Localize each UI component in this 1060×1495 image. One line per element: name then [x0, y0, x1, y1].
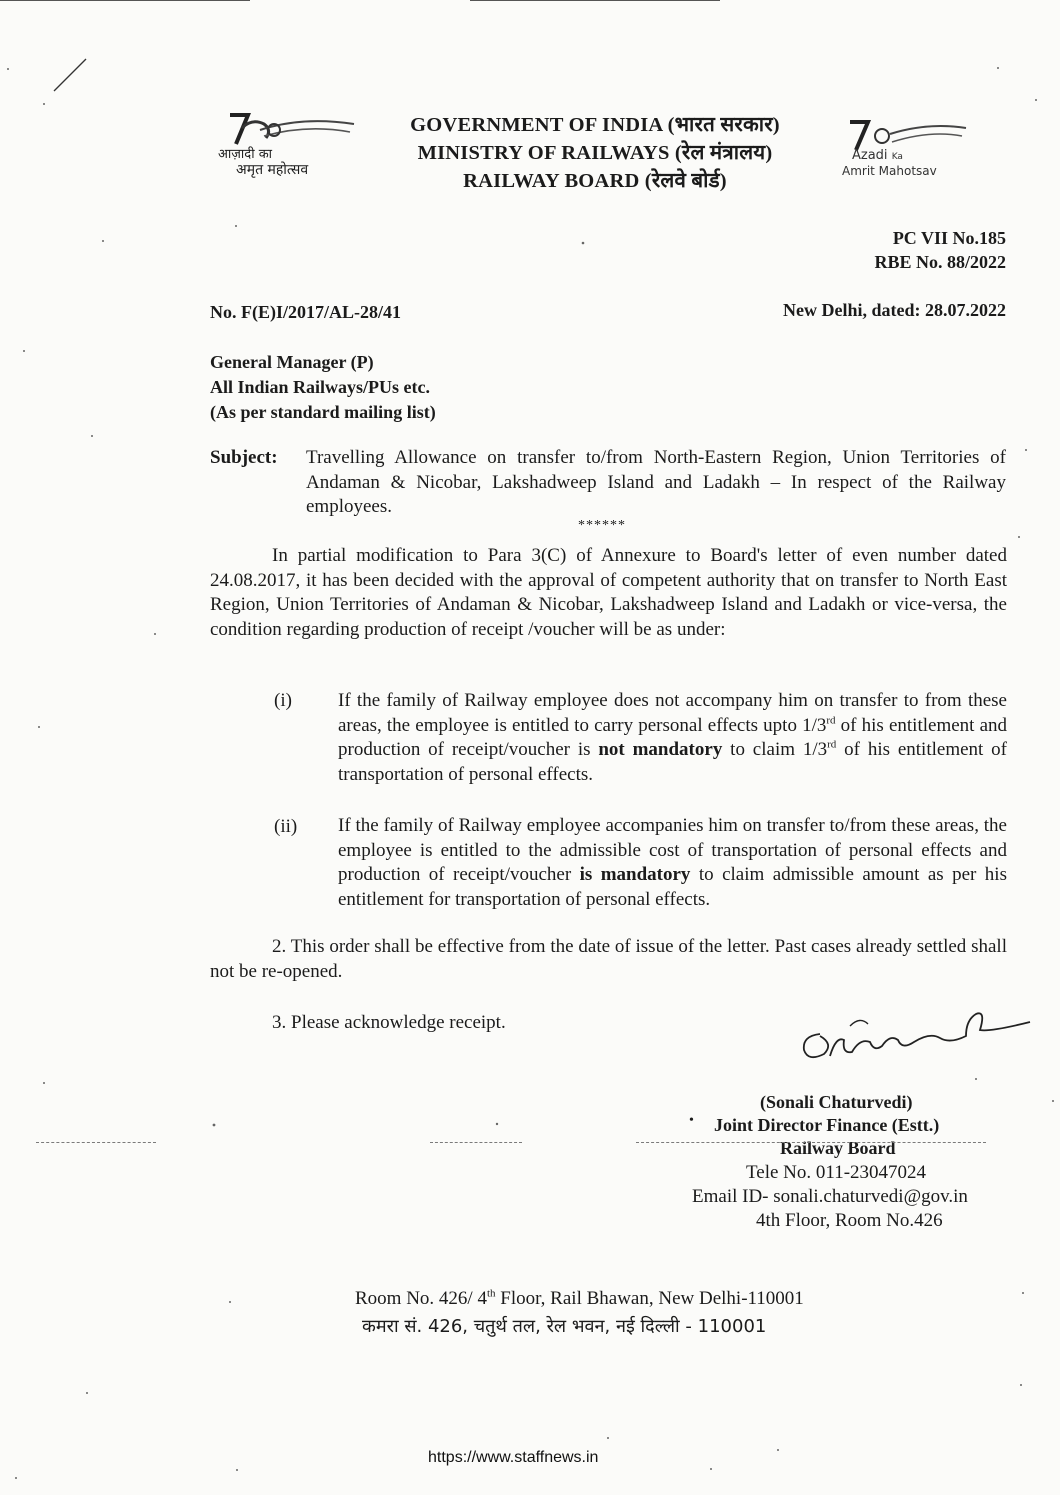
footer-address: Room No. 426/ 4th Floor, Rail Bhawan, New Delhi-110001 [355, 1287, 804, 1309]
header-line-2: MINISTRY OF RAILWAYS (रेल मंत्रालय) [417, 142, 773, 164]
item-1-text: If the family of Railway employee does not accompany him on transfer to from these areas, the employee is entitled to carry personal effects upto 1/3rd of his entitlement and production of receipt/voucher is not mandatory to claim 1/3rd of his entitlement of transportation of personal effects. [338, 690, 1008, 785]
signatory-room: 4th Floor, Room No.426 [756, 1210, 943, 1231]
header-line-3: RAILWAY BOARD (रेलवे बोर्ड) [463, 170, 727, 192]
file-number: No. F(E)I/2017/AL-28/41 [210, 302, 401, 322]
subject-text: Travelling Allowance on transfer to/from North-Eastern Region, Union Territories of Andaman & Nicobar, Lakshadweep Island and Ladakh – In respect of the Railway employees. [306, 447, 1006, 517]
signatory-office: Railway Board [780, 1138, 896, 1158]
signatory-telephone: Tele No. 011-23047024 [746, 1162, 927, 1183]
website-link[interactable]: https://www.staffnews.in [428, 1449, 599, 1466]
addressee-line-1: General Manager (P) [210, 352, 374, 372]
bullet-mark: • [689, 1113, 694, 1128]
item-2-text: If the family of Railway employee accompanies him on transfer to/from these areas, the employee is entitled to the admissible cost of transportation of personal effects and production of receipt/voucher is mandatory to claim admissible amount as per his entitlement for transportation of personal effects. [338, 815, 1007, 910]
letter-date: New Delhi, dated: 28.07.2022 [783, 300, 1006, 320]
subject-label: Subject: [210, 447, 278, 468]
body-paragraph-1: In partial modification to Para 3(C) of Annexure to Board's letter of even number dated 24.08.2017, it has been decided with the approval of competent authority that on transfer to North East Region, Union Territories of Andaman & Nicobar, Lakshadweep Island and Ladakh or vice-versa, the condition regarding production of receipt /voucher will be as under: [210, 545, 1007, 640]
separator-stars: ****** [578, 518, 626, 533]
logo-left-caption-2: अमृत महोत्सव [236, 162, 309, 178]
item-2-number: (ii) [274, 816, 298, 837]
item-1-number: (i) [274, 690, 292, 711]
pc-number: PC VII No.185 [892, 228, 1006, 248]
signatory-name: (Sonali Chaturvedi) [760, 1092, 913, 1112]
logo-right-caption-1: Azadi Ka [852, 148, 903, 163]
logo-right-caption-2: Amrit Mahotsav [842, 164, 937, 178]
addressee-line-2: All Indian Railways/PUs etc. [210, 377, 431, 397]
rbe-number: RBE No. 88/2022 [874, 252, 1006, 272]
footer-address-hindi: कमरा सं. 426, चतुर्थ तल, रेल भवन, नई दिल्ली - 110001 [362, 1316, 767, 1337]
signatory-designation: Joint Director Finance (Estt.) [714, 1115, 940, 1135]
addressee-line-3: (As per standard mailing list) [210, 402, 436, 422]
body-paragraph-2: 2. This order shall be effective from the date of issue of the letter. Past cases already settled shall not be re-opened. [210, 936, 1007, 982]
logo-left-caption-1: आज़ादी का [218, 147, 273, 162]
body-paragraph-3: 3. Please acknowledge receipt. [272, 1012, 506, 1033]
signatory-email: Email ID- sonali.chaturvedi@gov.in [692, 1186, 968, 1207]
header-line-1: GOVERNMENT OF INDIA (भारत सरकार) [410, 114, 780, 136]
